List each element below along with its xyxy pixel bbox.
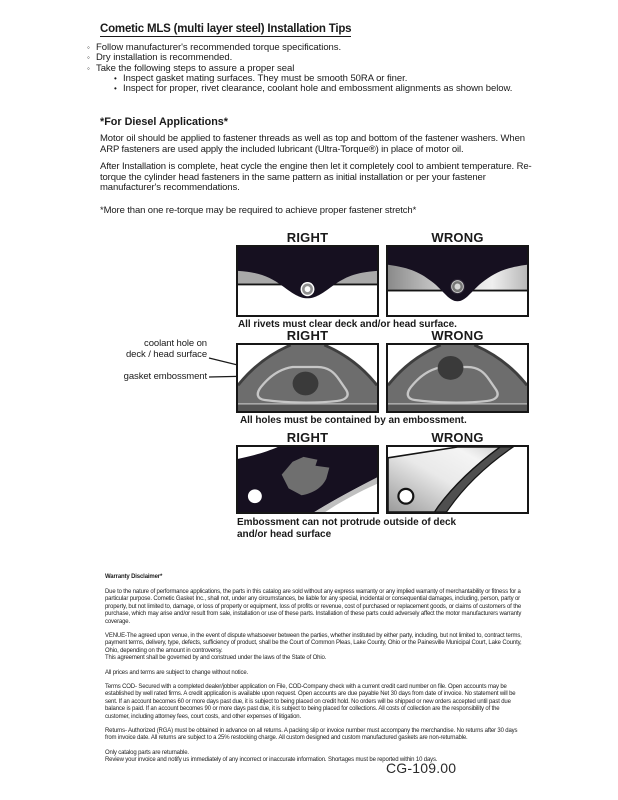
figure3-caption: Embossment can not protrude outside of deck and/or head surface xyxy=(237,517,456,540)
warranty-disclaimer-heading: Warranty Disclaimer* xyxy=(105,574,163,580)
diesel-paragraph-1: Motor oil should be applied to fastener threads as well as top and bottom of the fastener washers. When ARP fasteners are used apply the included lubricant (Ultra-Torque®) in place of motor oil. xyxy=(100,133,525,155)
bullet-text: Take the following steps to assure a proper seal xyxy=(96,62,295,74)
figure1-wrong-label: WRONG xyxy=(431,230,484,245)
coolant-hole-label: coolant hole on deck / head surface xyxy=(125,338,207,360)
page-title: Cometic MLS (multi layer steel) Installation Tips xyxy=(100,23,352,35)
list-item xyxy=(114,84,547,94)
diesel-paragraph-2: After Installation is complete, heat cycle the engine then let it completely cool to ambient temperature. Re-torque the cylinder head fasteners in the same pattern as initial installation or per your fastener manufacturer's recommendations. xyxy=(100,161,532,193)
open-bullet-icon: ◦ xyxy=(87,63,90,73)
bullet-text: Follow manufacturer's recommended torque specifications. xyxy=(96,42,342,53)
open-bullet-icon: ◦ xyxy=(87,43,90,52)
bullet-text: Inspect gasket mating surfaces. They must be smooth 50RA or finer. xyxy=(123,72,408,84)
page-number: CG-109.00 xyxy=(386,760,457,776)
retorque-note: *More than one re-torque may be required to achieve proper fastener stretch* xyxy=(100,205,417,216)
figure1-right-label: RIGHT xyxy=(286,230,329,245)
figure1-wrong-diagram xyxy=(386,245,529,317)
open-bullet-icon: ◦ xyxy=(87,53,90,63)
bullet-text: Inspect for proper, rivet clearance, coolant hole and embossment alignments as shown below. xyxy=(123,83,513,95)
gasket-embossment-label: gasket embossment xyxy=(123,371,207,382)
solid-bullet-icon: • xyxy=(114,84,117,94)
legal-paragraph: Due to the nature of performance applications, the parts in this catalog are sold without any express warranty or any implied warranty of merchantability or fitness for a particular purpose. Cometic Gasket Inc., shall not, under any circumstances, be liable for any special, incidental or consequential damages, including, person, party or property, but not limited to, damage, or loss of property or equipment, loss of profits or revenue, cost of purchased or replacement goods, or claims of customers of the purchase, which may arise and/or result from sale, installation or use of these parts. Installation of these parts could adversely affect the motor manufacturers warranty coverage. xyxy=(105,588,522,625)
figure2-right-diagram xyxy=(236,343,379,413)
figure2-caption: All holes must be contained by an embossment. xyxy=(240,415,467,426)
figure3-right-label: RIGHT xyxy=(286,430,329,445)
figure2-wrong-diagram xyxy=(386,343,529,413)
figure3-wrong-diagram xyxy=(386,445,529,514)
legal-paragraph: Returns- Authorized (RGA) must be obtained in advance on all returns. A packing slip or invoice number must accompany the merchandise. No returns after 30 days from invoice date. All returns are subject to a 25% restocking charge. All custom designed and custom manufactured gaskets are non-returnable. xyxy=(105,728,518,742)
figure1-right-diagram xyxy=(236,245,379,317)
legal-paragraph: Only catalog parts are returnable. xyxy=(105,749,189,756)
diesel-applications-heading: *For Diesel Applications* xyxy=(100,116,228,128)
legal-paragraph: VENUE-The agreed upon venue, in the event of dispute whatsoever between the parties, whether instituted by either party, including, but not limited to, contract terms, payment terms, delivery, type, defects, sufficiency of product, shall be the Court of Common Pleas, Lake County, Ohio or the Painesville Municipal Court, Lake County, Ohio, depending on the amount in controversy. xyxy=(105,632,522,654)
legal-paragraph: All prices and terms are subject to change without notice. xyxy=(105,669,249,676)
bullet-list xyxy=(87,43,547,94)
legal-paragraph: Terms COD- Secured with a completed dealer/jobber application on File, COD-Company check with a current credit card number on file. Open accounts may be established by well rated firms. A credit application is available upon request. Open accounts are due payable Net 30 days from date of invoice. No statement will be sent. If an account becomes 60 or more days past due, it is subject to being placed on credit hold. No orders will be shipped or new orders accepted until past due balance is paid. If an account becomes 90 or more days past due, it is subject to being placed for collections. All costs of collection are the responsibility of the customer, including attorney fees, court costs, and other expenses of litigation. xyxy=(105,683,516,720)
figure2-right-label: RIGHT xyxy=(286,328,329,343)
legal-paragraph: This agreement shall be governed by and construed under the laws of the State of Ohio. xyxy=(105,655,327,662)
figure1-caption: All rivets must clear deck and/or head surface. xyxy=(238,319,457,330)
legal-disclaimer-block xyxy=(105,574,525,772)
bullet-text: Dry installation is recommended. xyxy=(96,52,233,64)
solid-bullet-icon: • xyxy=(114,73,117,83)
legal-paragraph: Review your invoice and notify us immediately of any incorrect or inaccurate information. Shortages must be reported within 10 days. xyxy=(105,757,438,764)
figure2-wrong-label: WRONG xyxy=(431,328,484,343)
figure3-right-diagram xyxy=(236,445,379,514)
figure3-wrong-label: WRONG xyxy=(431,430,484,445)
